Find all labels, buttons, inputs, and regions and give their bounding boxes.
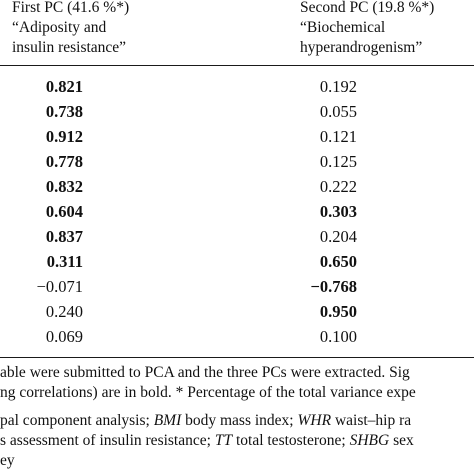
row-9-pc2: −0.768 — [310, 277, 357, 296]
row-7-pc1: 0.837 — [45, 227, 83, 246]
footer-rule — [0, 357, 474, 358]
row-1-pc1: 0.821 — [45, 77, 83, 96]
footnote-line-4 — [0, 432, 414, 450]
footnote-line-3-part-a: pal component analysis; — [0, 412, 154, 429]
row-8-pc2: 0.650 — [319, 252, 357, 271]
footnote-line-4-part-e: sex — [389, 432, 414, 449]
footnote-line-5: ey — [0, 452, 15, 469]
col2-header-subtitle-line2: hyperandrogenism” — [300, 39, 423, 56]
row-3-pc2: 0.121 — [319, 127, 357, 146]
row-5-pc2: 0.222 — [319, 177, 357, 196]
header-rule — [0, 65, 474, 66]
col2-header-title: Second PC (19.8 %*) — [300, 0, 435, 16]
row-4-pc1: 0.778 — [45, 152, 83, 171]
footnote-line-4-part-c: total testosterone; — [232, 432, 350, 449]
col2-header-subtitle-line1: “Biochemical — [300, 19, 386, 36]
footnote-line-1: able were submitted to PCA and the three PCs were extracted. Sig — [0, 364, 410, 381]
row-11-pc2: 0.100 — [319, 327, 357, 346]
row-2-pc2: 0.055 — [319, 102, 357, 121]
footnote-line-2: ng correlations) are in bold. * Percentage of the total variance expe — [0, 384, 416, 401]
row-4-pc2: 0.125 — [319, 152, 357, 171]
col1-header-title: First PC (41.6 %*) — [12, 0, 130, 16]
footnote-abbr-bmi: BMI — [153, 412, 182, 429]
row-11-pc1: 0.069 — [45, 327, 83, 346]
col1-header-subtitle-line2: insulin resistance” — [12, 39, 127, 56]
footnote-line-3-part-c: body mass index; — [181, 412, 298, 429]
footnote-abbr-shbg: SHBG — [349, 432, 390, 449]
footnote-line-4-part-a: s assessment of insulin resistance; — [0, 432, 215, 449]
row-5-pc1: 0.832 — [45, 177, 83, 196]
row-10-pc1: 0.240 — [45, 302, 83, 321]
row-1-pc2: 0.192 — [319, 77, 357, 96]
row-2-pc1: 0.738 — [45, 102, 83, 121]
row-8-pc1: 0.311 — [46, 252, 83, 271]
footnote-abbr-tt: TT — [214, 432, 233, 449]
row-10-pc2: 0.950 — [319, 302, 357, 321]
row-3-pc1: 0.912 — [45, 127, 83, 146]
row-9-pc1: −0.071 — [36, 277, 83, 296]
row-6-pc2: 0.303 — [319, 202, 357, 221]
footnote-abbr-whr: WHR — [297, 412, 332, 429]
col1-header-subtitle-line1: “Adiposity and — [12, 19, 107, 36]
footnote-line-3-part-e: waist–hip ra — [331, 412, 412, 429]
footnote-line-3 — [0, 412, 411, 430]
row-7-pc2: 0.204 — [319, 227, 357, 246]
row-6-pc1: 0.604 — [45, 202, 83, 221]
